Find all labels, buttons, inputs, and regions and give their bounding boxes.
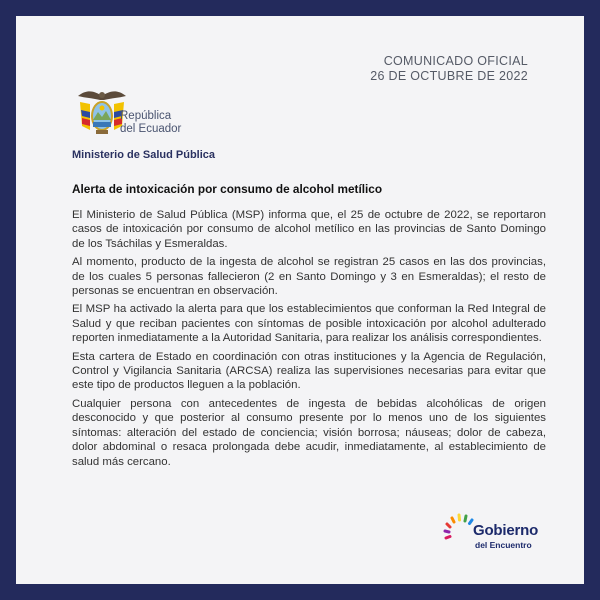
ministry-name: Ministerio de Salud Pública: [72, 149, 216, 161]
logo-text: [120, 110, 181, 135]
paragraph-5: Cualquier persona con antecedentes de ingesta de bebidas alcohólicas de origen desconocido y que posterior al consumo presente por lo menos uno de los siguientes síntomas: alteración del estado de conciencia; visión borrosa; náuseas; dolor de cabeza, dolor abdominal o resaca prolongada debe acudir, inmediatamente, al establecimiento de salud más cercano.: [72, 397, 546, 468]
communique-body: [72, 208, 546, 473]
communique-page: [16, 16, 584, 584]
communique-date: 26 DE OCTUBRE DE 2022: [370, 69, 528, 83]
communique-title: Alerta de intoxicación por consumo de alcohol metílico: [72, 182, 383, 196]
gobierno-logo: [441, 510, 553, 556]
communique-label: COMUNICADO OFICIAL: [383, 54, 528, 68]
gobierno-logo-main: Gobierno: [473, 522, 539, 539]
paragraph-2: Al momento, producto de la ingesta de alcohol se registran 25 casos en las dos provincias, de los cuales 5 personas fallecieron (2 en Santo Domingo y 3 en Esmeraldas); el resto de personas se encuentran en observación.: [72, 256, 546, 298]
paragraph-1: El Ministerio de Salud Pública (MSP) informa que, el 25 de octubre de 2022, se reportaron casos de intoxicación por consumo de alcohol metílico en las provincias de Santo Domingo de los Tsáchilas y Esmeraldas.: [72, 209, 546, 250]
gobierno-logo-sub: del Encuentro: [475, 540, 532, 550]
paragraph-4: Esta cartera de Estado en coordinación con otras instituciones y la Agencia de Regulación, Control y Vigilancia Sanitaria (ARCSA) realiza las supervisiones necesarias para evitar que este tipo de productos lleguen a la población.: [72, 350, 546, 392]
logo-line-2: del Ecuador: [120, 122, 182, 135]
paragraph-3: El MSP ha activado la alerta para que los establecimientos que conforman la Red Integral de Salud y que reciban pacientes con síntomas de posible intoxicación por alcohol adulterado reporten inmediatamente a la Autoridad Sanitaria, para realizar los análisis correspondientes.: [72, 303, 546, 345]
logo-line-1: República: [120, 110, 172, 122]
communique-header: [370, 54, 528, 84]
